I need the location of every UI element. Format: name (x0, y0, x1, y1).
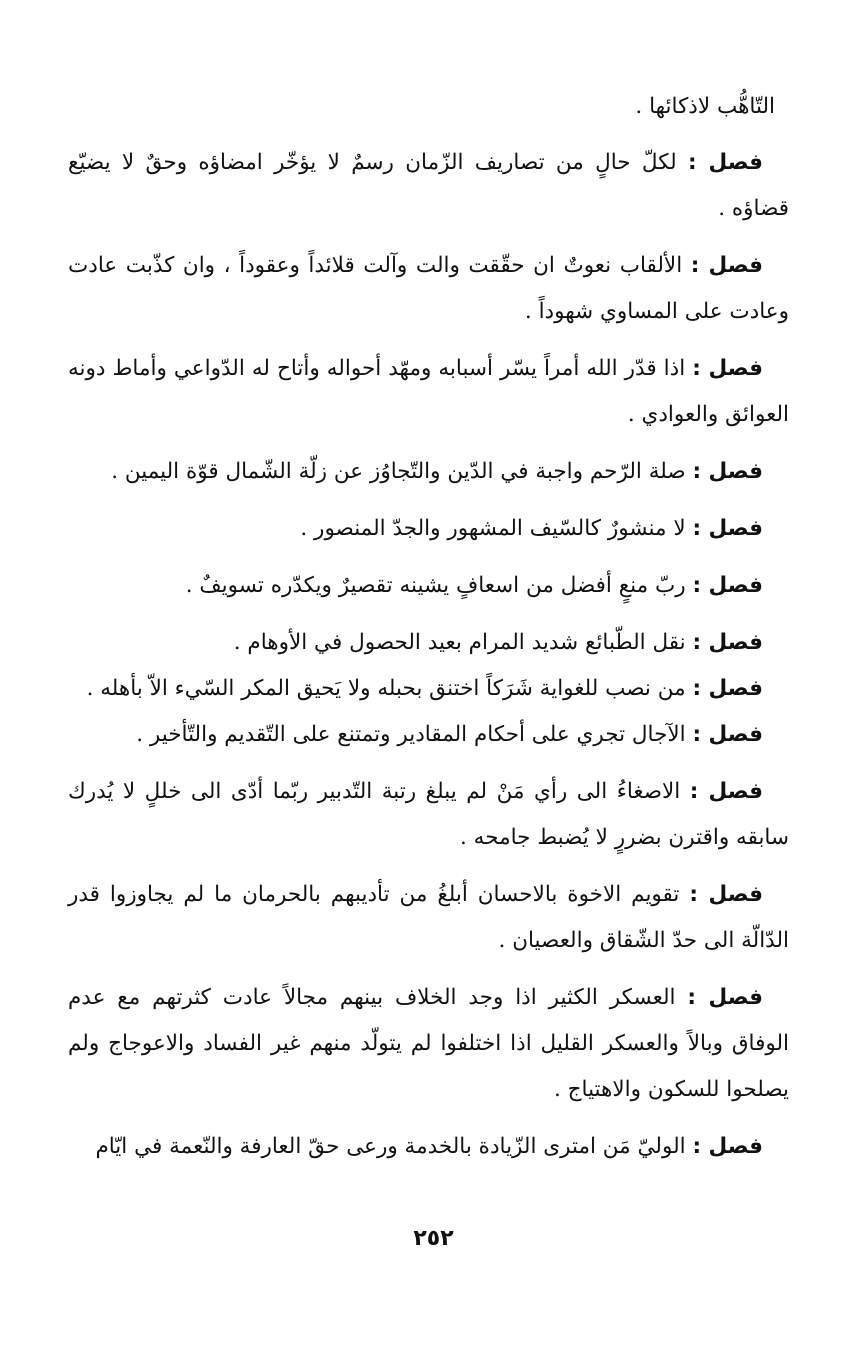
fasl-paragraph-7 (68, 620, 789, 666)
paragraph-text: العسكر الكثير اذا وجد الخلاف بينهم مجالاً عادت كثرتهم مع عدم الوفاق وبالاً والعسكر القليل اذا اختلفوا لم يتولّد منهم غير الفساد والاعوجاج ولم يصلحوا للسكون والاهتياج . (68, 985, 789, 1102)
fasl-paragraph-12 (68, 975, 789, 1113)
fasl-paragraph-10 (68, 769, 789, 861)
fasl-paragraph-2 (68, 243, 789, 335)
fasl-heading: فصل : (692, 1134, 763, 1159)
fasl-heading: فصل : (690, 253, 763, 278)
fasl-heading: فصل : (689, 882, 763, 907)
opening-line-text: التّاهُّب لاذكائها . (635, 94, 775, 119)
paragraph-text: لا منشورٌ كالسّيف المشهور والجدّ المنصور . (300, 516, 686, 541)
paragraph-text: من نصب للغواية شَرَكاً اختنق بحبله ولا يَحيق المكر السّيء الاّ بأهله . (86, 676, 686, 701)
paragraph-text: صلة الرّحم واجبة في الدّين والتّجاوُز عن زلّة الشّمال قوّة اليمين . (111, 459, 686, 484)
fasl-paragraph-8 (68, 666, 789, 712)
fasl-paragraph-4 (68, 449, 789, 495)
paragraph-text: نقل الطّبائع شديد المرام بعيد الحصول في الأوهام . (233, 630, 686, 655)
paragraph-text: ربّ منعٍ أفضل من اسعافٍ يشينه تقصيرٌ ويكدّره تسويفٌ . (185, 573, 686, 598)
fasl-heading: فصل : (692, 573, 763, 598)
fasl-paragraph-3 (68, 346, 789, 438)
opening-line (68, 84, 789, 130)
fasl-heading: فصل : (692, 722, 763, 747)
fasl-heading: فصل : (692, 356, 764, 381)
fasl-paragraph-1 (68, 140, 789, 232)
fasl-heading: فصل : (687, 150, 763, 175)
paragraph-text: الألقاب نعوتٌ ان حقّقت والت وآلت قلائداً وعقوداً ، وان كذّبت عادت وعادت على المساوي شهوداً . (68, 253, 789, 324)
fasl-paragraph-6 (68, 563, 789, 609)
fasl-heading: فصل : (692, 516, 763, 541)
paragraph-text: تقويم الاخوة بالاحسان أبلغُ من تأديبهم بالحرمان ما لم يجاوزوا قدر الدّالّة الى حدّ الشّقاق والعصيان . (68, 882, 789, 953)
paragraph-text: الاصغاءُ الى رأي مَنْ لم يبلغ رتبة التّدبير ربّما أدّى الى خللٍ لا يُدرك سابقه واقترن بضررٍ لا يُضبط جامحه . (68, 779, 789, 850)
fasl-heading: فصل : (692, 676, 763, 701)
page-body (68, 84, 789, 1181)
fasl-paragraph-11 (68, 872, 789, 964)
fasl-heading: فصل : (692, 630, 763, 655)
fasl-heading: فصل : (687, 985, 763, 1010)
page-number: ٢٥٢ (413, 1226, 454, 1251)
fasl-paragraph-9 (68, 712, 789, 758)
paragraph-text: اذا قدّر الله أمراً يسّر أسبابه ومهّد أحواله وأتاح له الدّواعي وأماط دونه العوائق والعوادي . (68, 356, 789, 427)
paragraph-text: لكلّ حالٍ من تصاريف الزّمان رسمٌ لا يؤخّر امضاؤه وحقٌ لا يضيّع قضاؤه . (68, 150, 789, 221)
fasl-heading: فصل : (692, 459, 763, 484)
paragraph-text: الآجال تجري على أحكام المقادير وتمتنع على التّقديم والتّأخير . (136, 722, 686, 747)
fasl-paragraph-13 (68, 1124, 789, 1170)
fasl-heading: فصل : (689, 779, 763, 804)
paragraph-text: الوليّ مَن امترى الزّيادة بالخدمة ورعى حقّ العارفة والنّعمة في ايّام (95, 1134, 686, 1159)
fasl-paragraph-5 (68, 506, 789, 552)
